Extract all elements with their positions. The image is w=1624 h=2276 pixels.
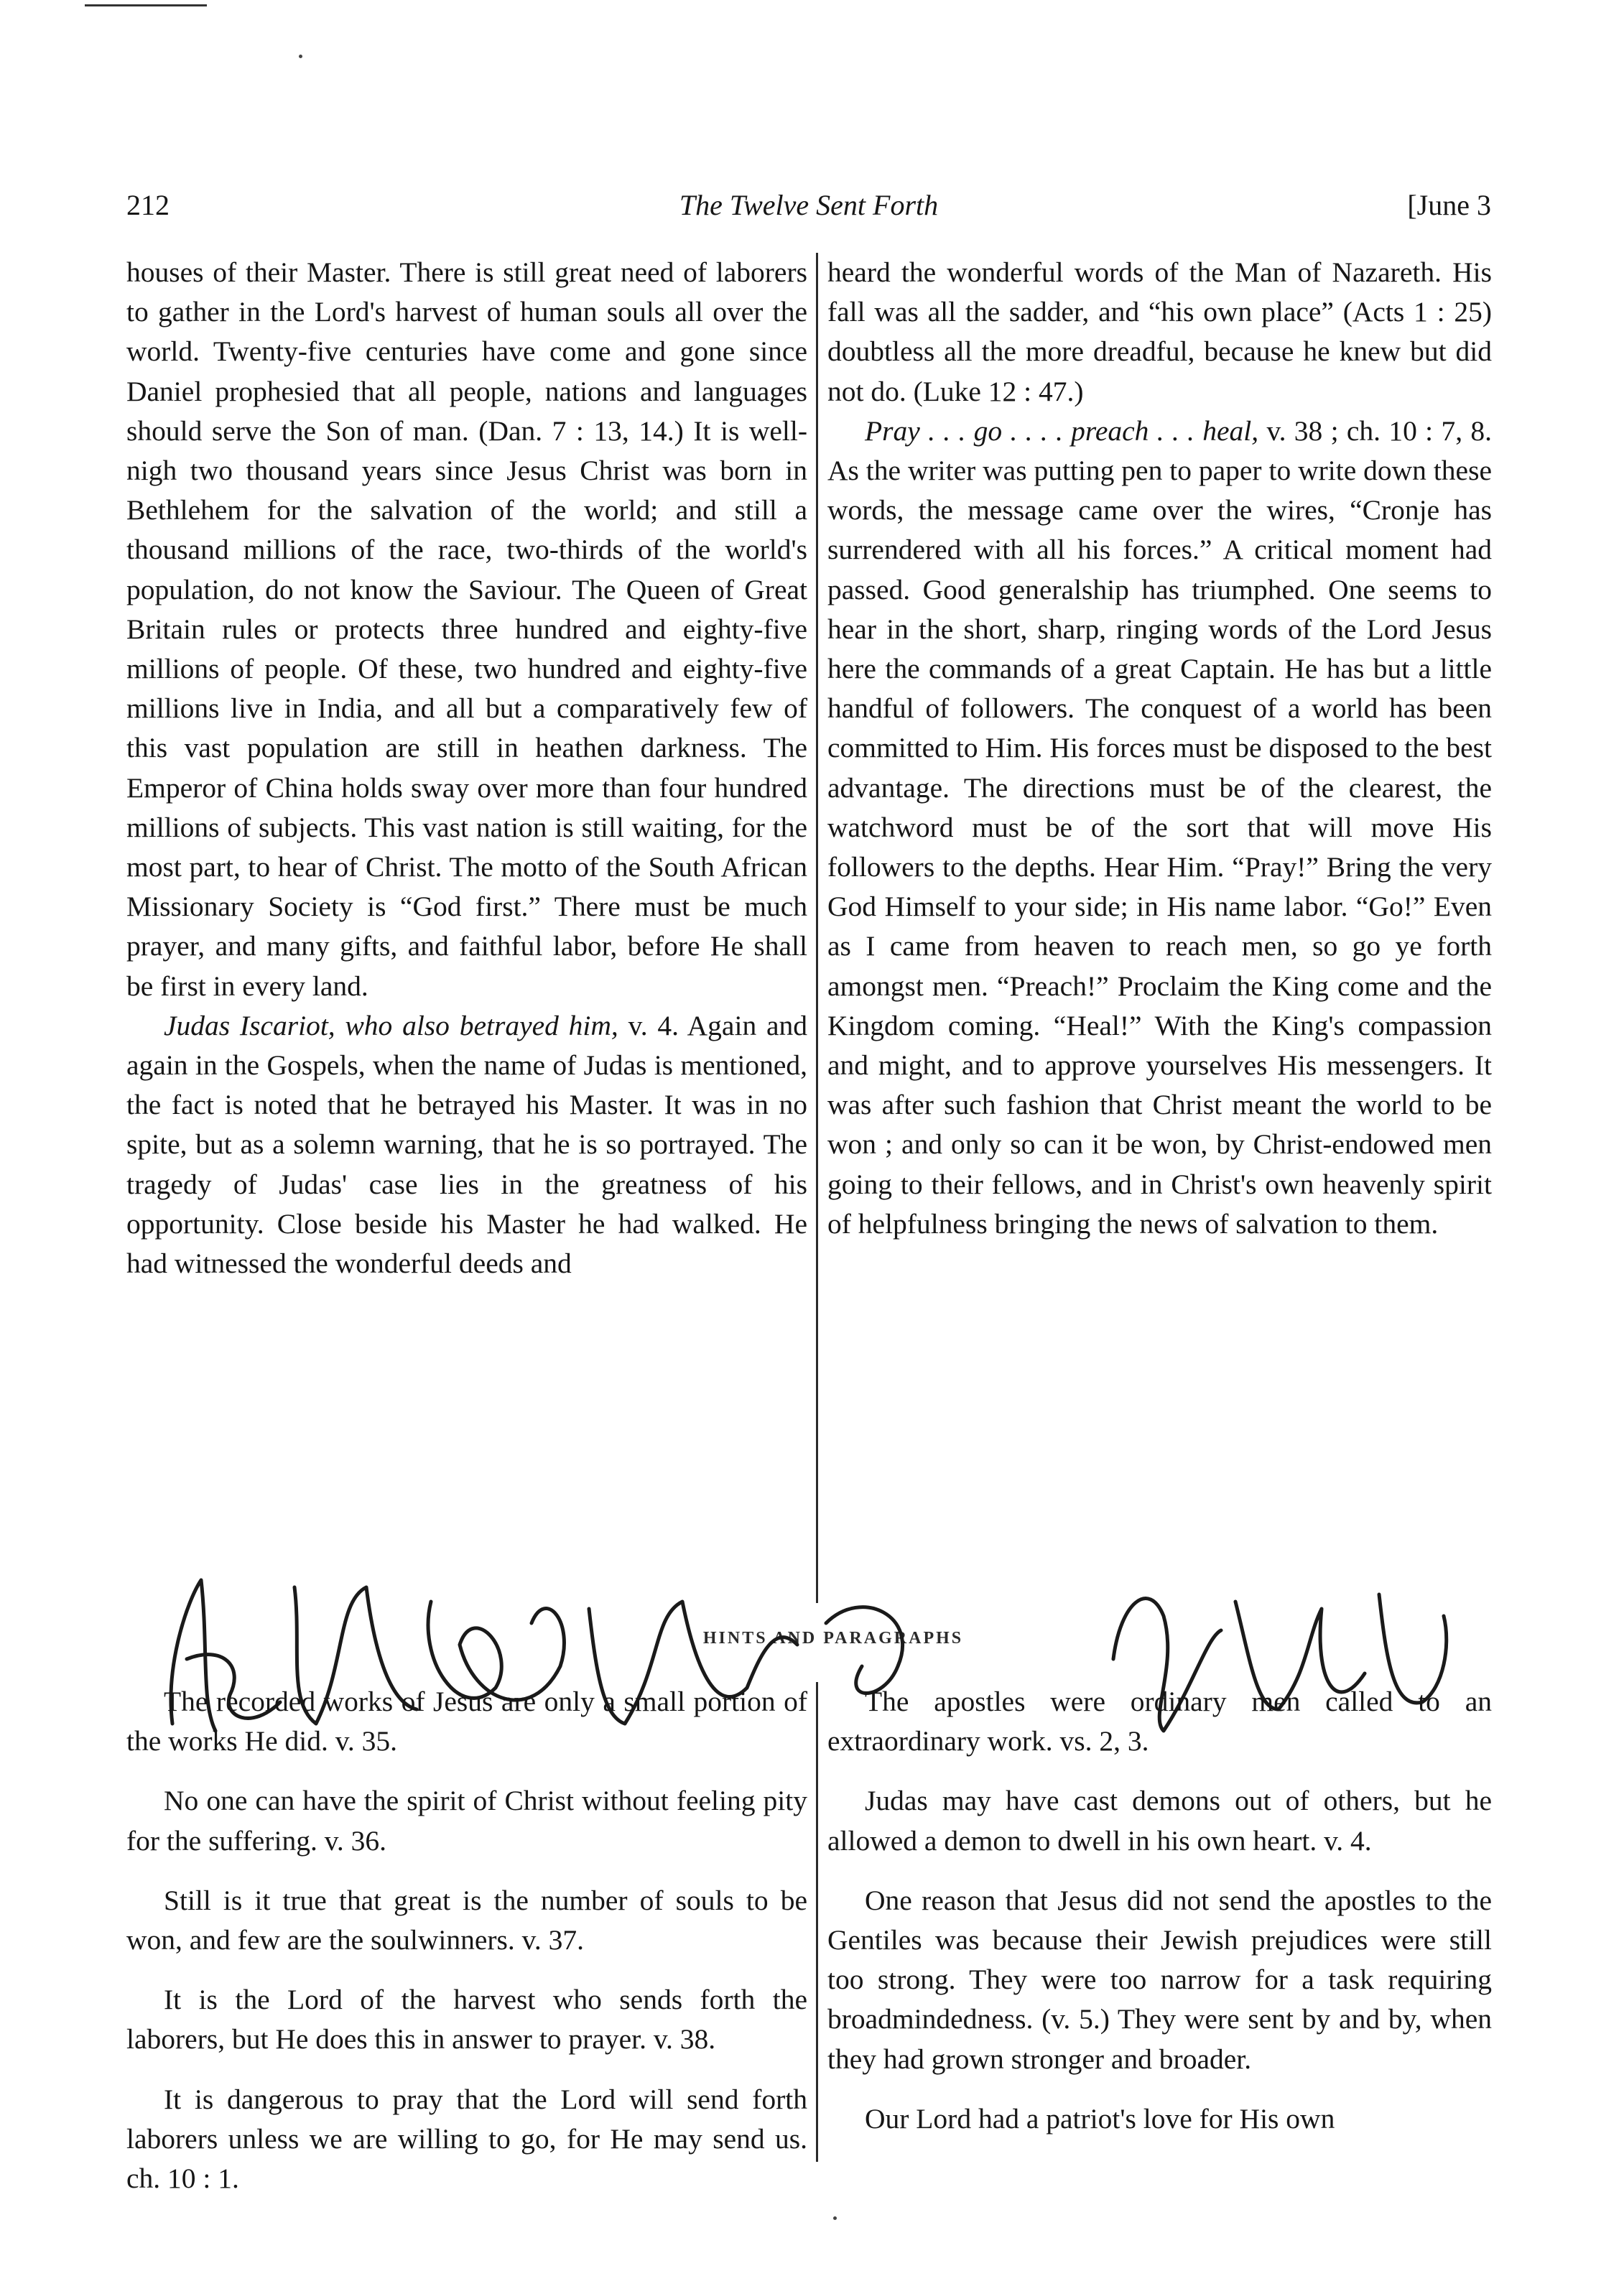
column-divider-upper [816, 253, 818, 1603]
hint-paragraph: It is the Lord of the harvest who sends forth the laborers, but He does this in answer to prayer. v. 38. [126, 1984, 807, 2056]
paragraph-text: Again and again in the Gospels, when the name of Judas is mentioned, the fact is noted that he betrayed his Master. It was in no spite, but as a solemn warning, that he is so portrayed. The tragedy of Judas' case lies in the greatness of his opportunity. Close beside his Master he had walked. He had witnessed the wonderful deeds and [126, 1009, 807, 1280]
hint-paragraph: One reason that Jesus did not send the apostles to the Gentiles was because their Jewish prejudices were still too strong. They were too narrow for a task requiring broadmindedness. (v. 5.) They were sent by and by, when they had grown stronger and broader. [827, 1884, 1492, 2075]
column-divider-lower [816, 1682, 818, 2162]
page-number: 212 [126, 189, 170, 221]
verse-ref: v. 4. [628, 1009, 679, 1041]
hints-column-right [827, 1682, 1492, 2139]
verse-heading: Pray . . . go . . . . preach . . . heal, [865, 414, 1259, 447]
paragraph-text: v. 38 ; ch. 10 : 7, 8. As the writer was putting pen to paper to write down these words, the message came over the wires, “Cronje has surrendered with all his forces.” A critical moment had passed. Good generalship has triumphed. One seems to hear in the short, sharp, ringing words of the Lord Jesus here the commands of a great Captain. He has but a little handful of followers. The conquest of a world has been committed to Him. His forces must be disposed to the best advantage. The directions must be of the clearest, the watchword must be of the sort that will move His followers to the depths. Hear Him. “Pray!” Bring the very God Himself to your side; in His name labor. “Go!” Even as I came from heaven to reach men, so go ye forth amongst men. “Preach!” Proclaim the King come and the Kingdom coming. “Heal!” With the King's compassion and might, and to approve yourselves His messengers. It was after such fashion that Christ meant the world to be won ; and only so can it be won, by Christ-endowed men going to their fellows, and in Christ's own heavenly spirit of helpfulness bringing the news of salvation to them. [827, 414, 1492, 1240]
hint-paragraph: It is dangerous to pray that the Lord will send forth laborers unless we are willing to go, for He may send us. ch. 10 : 1. [126, 2083, 807, 2195]
page-header [126, 188, 1491, 231]
paragraph-continuation: houses of their Master. There is still great need of laborers to gather in the Lord's harvest of human souls all over the world. Twenty-five centuries have come and gone since Daniel prophesied that all people, nations and languages should serve the Son of man. (Dan. 7 : 13, 14.) It is well-nigh two thousand years since Jesus Christ was born in Bethlehem for the salvation of the world; and still a thousand millions of the race, two-thirds of the world's population, do not know the Saviour. The Queen of Great Britain rules or protects three hundred and eighty-five millions of people. Of these, two hundred and eighty-five millions live in India, and all but a comparatively few of this vast population are still in heathen darkness. The Emperor of China holds sway over more than four hundred millions of subjects. This vast nation is still waiting, for the most part, to hear of Christ. The motto of the South African Missionary Society is “God first.” There must be much prayer, and many gifts, and faithful labor, before He shall be first in every land. [126, 256, 807, 1002]
main-column-right [827, 253, 1492, 1244]
print-speck [833, 2216, 837, 2220]
hints-column-left [126, 1682, 807, 2198]
paragraph-continuation: heard the wonderful words of the Man of Nazareth. His fall was all the sadder, and “his own place” (Acts 1 : 25) doubtless all the more dreadful, because he knew but did not do. (Luke 12 : 47.) [827, 256, 1492, 407]
verse-heading: Judas Iscariot, who also betrayed him, [164, 1009, 618, 1041]
hint-paragraph: No one can have the spirit of Christ without feeling pity for the suffering. v. 36. [126, 1785, 807, 1857]
paragraph-judas [126, 1006, 807, 1283]
running-title: The Twelve Sent Forth [679, 189, 939, 221]
hint-paragraph: The recorded works of Jesus are only a small portion of the works He did. v. 35. [126, 1686, 807, 1757]
main-column-left [126, 253, 807, 1283]
print-speck [299, 55, 302, 58]
hint-paragraph: Our Lord had a patriot's love for His own [865, 2102, 1335, 2135]
top-edge-rule [85, 4, 207, 6]
hint-paragraph: Judas may have cast demons out of others, but he allowed a demon to dwell in his own heart. v. 4. [827, 1785, 1492, 1857]
section-heading: HINTS AND PARAGRAPHS [702, 1629, 964, 1648]
hint-paragraph: The apostles were ordinary men called to an extraordinary work. vs. 2, 3. [827, 1686, 1492, 1757]
hint-paragraph: Still is it true that great is the number of souls to be won, and few are the soulwinners. v. 37. [126, 1884, 807, 1956]
paragraph-pray [827, 412, 1492, 1244]
running-date: [June 3 [1407, 189, 1491, 221]
